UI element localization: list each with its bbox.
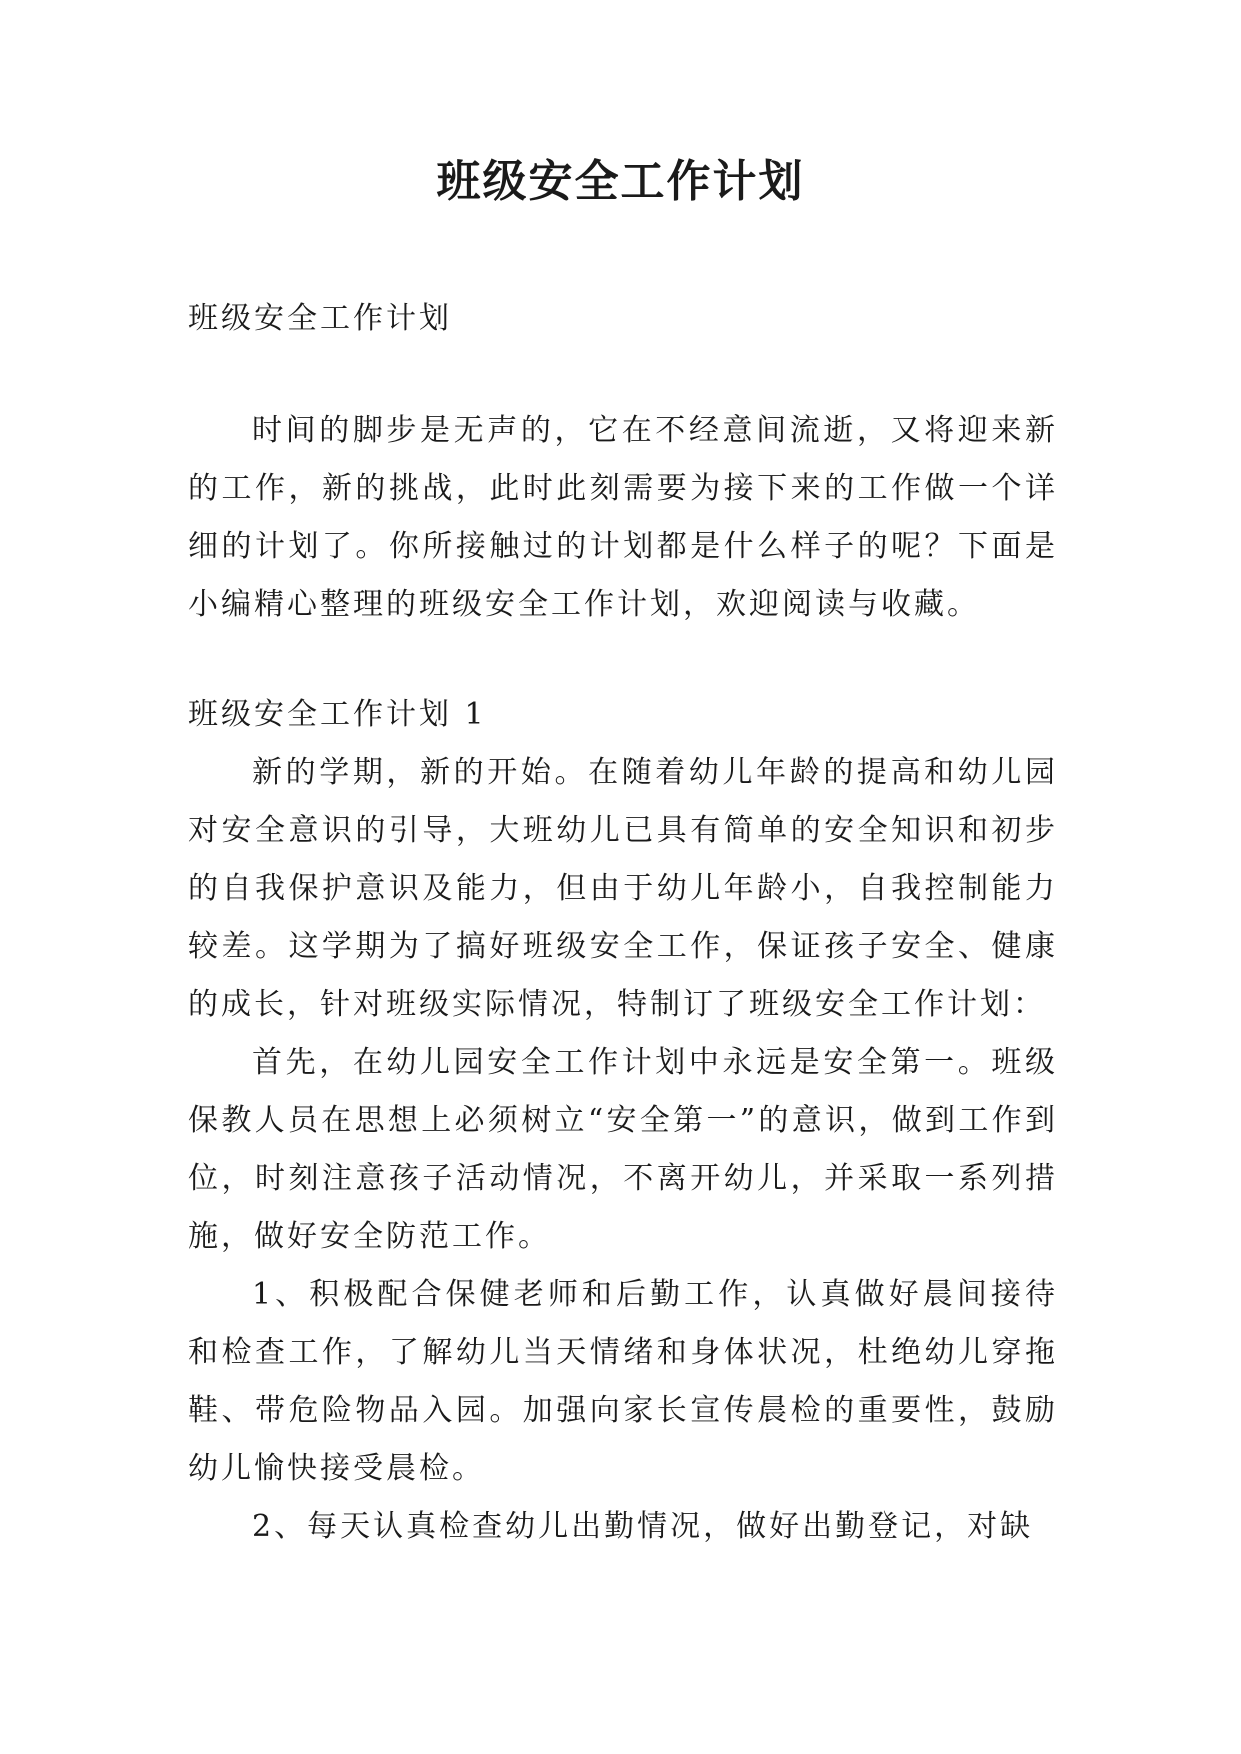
document-title: 班级安全工作计划 xyxy=(436,156,805,207)
intro-paragraph: 时间的脚步是无声的，它在不经意间流逝，又将迎来新的工作，新的挑战，此时此刻需要为接下来的工作做一个详细的计划了。你所接触过的计划都是什么样子的呢？下面是小编精心整理的班级安全工作计划，欢迎阅读与收藏。 xyxy=(188,413,1058,622)
body-paragraph: 1、积极配合保健老师和后勤工作，认真做好晨间接待和检查工作，了解幼儿当天情绪和身体状况，杜绝幼儿穿拖鞋、带危险物品入园。加强向家长宣传晨检的重要性，鼓励幼儿愉快接受晨检。 xyxy=(188,1277,1058,1486)
section-heading: 班级安全工作计划 1 xyxy=(188,697,487,732)
body-paragraph: 新的学期，新的开始。在随着幼儿年龄的提高和幼儿园对安全意识的引导，大班幼儿已具有简单的安全知识和初步的自我保护意识及能力，但由于幼儿年龄小，自我控制能力较差。这学期为了搞好班级安全工作，保证孩子安全、健康的成长，针对班级实际情况，特制订了班级安全工作计划： xyxy=(188,755,1058,1022)
document-heading: 班级安全工作计划 xyxy=(188,301,452,336)
body-paragraph: 2、每天认真检查幼儿出勤情况，做好出勤登记，对缺 xyxy=(252,1509,1034,1544)
body-paragraph: 首先，在幼儿园安全工作计划中永远是安全第一。班级保教人员在思想上必须树立“安全第一”的意识，做到工作到位，时刻注意孩子活动情况，不离开幼儿，并采取一系列措施，做好安全防范工作。 xyxy=(188,1045,1058,1254)
document-body xyxy=(188,290,1058,1556)
